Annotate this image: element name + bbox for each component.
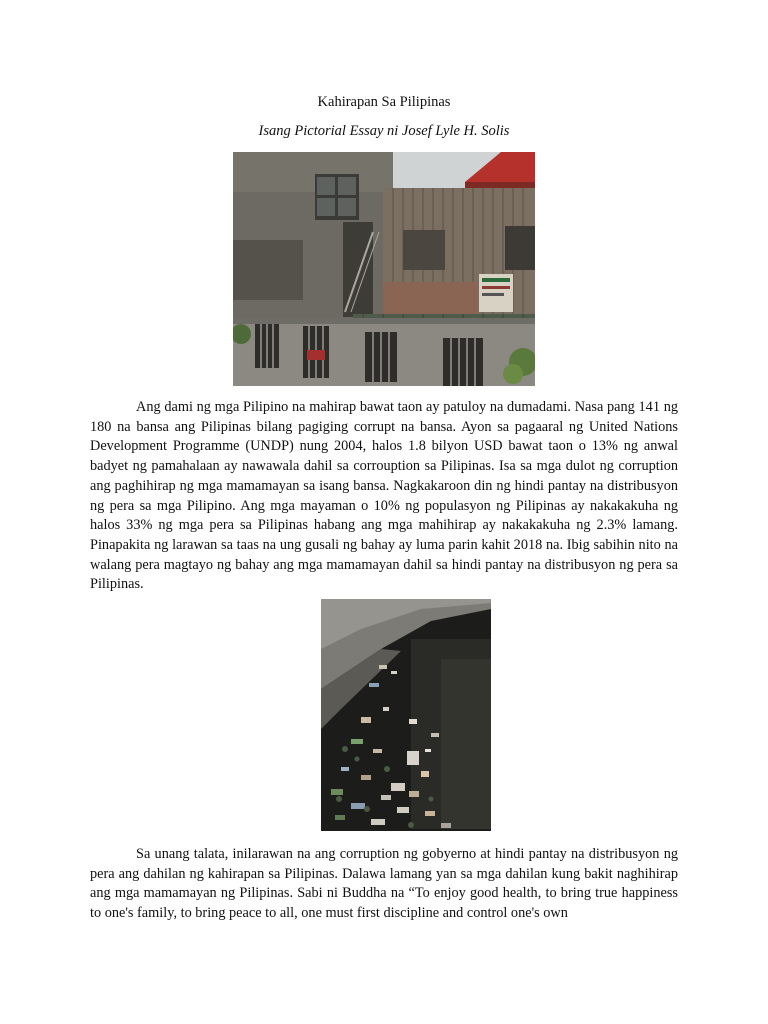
polluted-canal-photo	[321, 599, 491, 831]
document-subtitle: Isang Pictorial Essay ni Josef Lyle H. Solis	[258, 123, 510, 139]
paragraph-2: Sa unang talata, inilarawan na ang corruption ng gobyerno at hindi pantay na distribusyon ng pera ang dahilan ng kahirapan sa Pilipinas. Dalawa lamang yan sa mga dahilan kung bakit naghihirap ang mga mamamayan ng Pilipinas. Sabi ni Buddha na “To enjoy good health, to bring true happiness to one's family, to bring peace to all, one must first discipline and control one's own	[90, 846, 678, 922]
old-building-photo	[233, 152, 535, 386]
document-title: Kahirapan Sa Pilipinas	[317, 94, 451, 110]
paragraph-1: Ang dami ng mga Pilipino na mahirap bawat taon ay patuloy na dumadami. Nasa pang 141 ng 180 na bansa ang Pilipinas bilang pagiging corrupt na bansa. Ayon sa pagaaral ng United Nations Development Programme (UNDP) nung 2004, halos 1.8 bilyon USD bawat taon o 13% ng anwal badyet ng pamahalaan ay nawawala dahil sa corrouption sa Pilipinas. Isa sa mga dulot ng corruption ang paghihirap ng mga mamamayan sa isang bansa. Nagkakaroon din ng hindi pantay na distribusyon ng pera sa mga Pilipino. Ang mga mayaman o 10% ng populasyon ng Pilipinas ay nakakakuha ng halos 33% ng mga pera sa Pilipinas habang ang mga mahihirap ay nakakakuha ng 2.3% lamang. Pinapakita ng larawan sa taas na ung gusali ng bahay ay luma parin kahit 2018 na. Ibig sabihin nito na walang pera magtayo ng bahay ang mga mamamayan dahil sa hindi pantay na distribusyon ng pera sa Pilipinas.	[90, 399, 678, 593]
